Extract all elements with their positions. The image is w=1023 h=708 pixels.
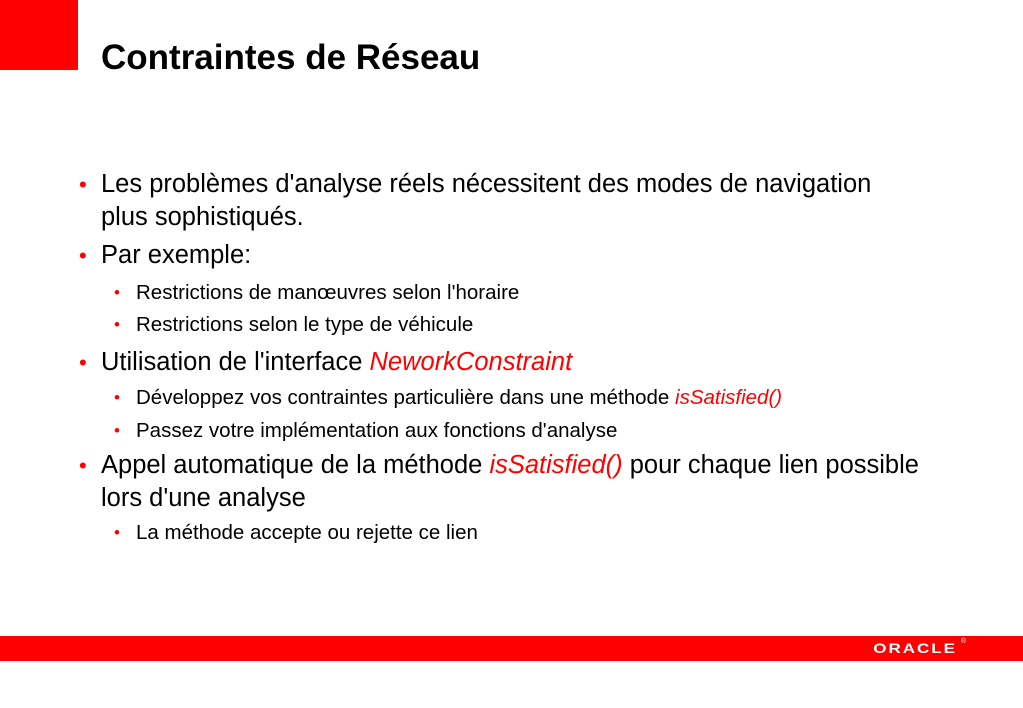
bullet-item <box>0 168 921 234</box>
bullet-text: Les problèmes d'analyse réels nécessitent des modes de navigation plus sophistiqués. <box>101 170 872 231</box>
footer-bar <box>0 636 1023 661</box>
sub-bullet-item <box>0 280 876 305</box>
bullet-text: Utilisation de l'interface <box>101 348 370 376</box>
corner-accent-block <box>0 0 78 70</box>
sub-bullet-item <box>0 520 876 545</box>
bullet-text: Restrictions selon le type de véhicule <box>136 313 474 336</box>
sub-bullet-item <box>0 418 876 443</box>
bullet-item <box>0 346 921 379</box>
bullet-text: Passez votre implémentation aux fonctions d'analyse <box>136 419 618 442</box>
bullet-item <box>0 239 921 272</box>
sub-bullet-item <box>0 312 876 337</box>
bullet-item <box>0 449 921 515</box>
bullet-text: Développez vos contraintes particulière dans une méthode <box>136 386 676 409</box>
registered-mark-icon: ® <box>960 638 966 645</box>
bullet-text: Restrictions de manœuvres selon l'horaire <box>136 281 520 304</box>
bullet-icon: • <box>114 523 120 542</box>
bullet-icon: • <box>114 388 120 407</box>
bullet-icon: • <box>79 243 87 268</box>
bullet-icon: • <box>79 453 87 478</box>
bullet-text: La méthode accepte ou rejette ce lien <box>136 521 478 544</box>
bullet-icon: • <box>79 172 87 197</box>
bullet-text: Par exemple: <box>101 241 252 269</box>
bullet-icon: • <box>114 315 120 334</box>
bullet-icon: • <box>114 283 120 302</box>
slide-title: Contraintes de Réseau <box>101 38 481 77</box>
bullet-icon: • <box>79 350 87 375</box>
bullet-list <box>0 168 1023 554</box>
method-name-highlight: isSatisfied() <box>675 386 783 409</box>
bullet-text: Appel automatique de la méthode <box>101 451 490 479</box>
sub-bullet-item <box>0 385 876 410</box>
oracle-logo: ORACLE <box>873 640 957 657</box>
interface-name-highlight: NeworkConstraint <box>369 348 573 376</box>
bullet-text-continued: pour chaque lien possible lors d'une analyse <box>101 451 919 512</box>
method-name-highlight: isSatisfied() <box>489 451 623 479</box>
bullet-icon: • <box>114 421 120 440</box>
